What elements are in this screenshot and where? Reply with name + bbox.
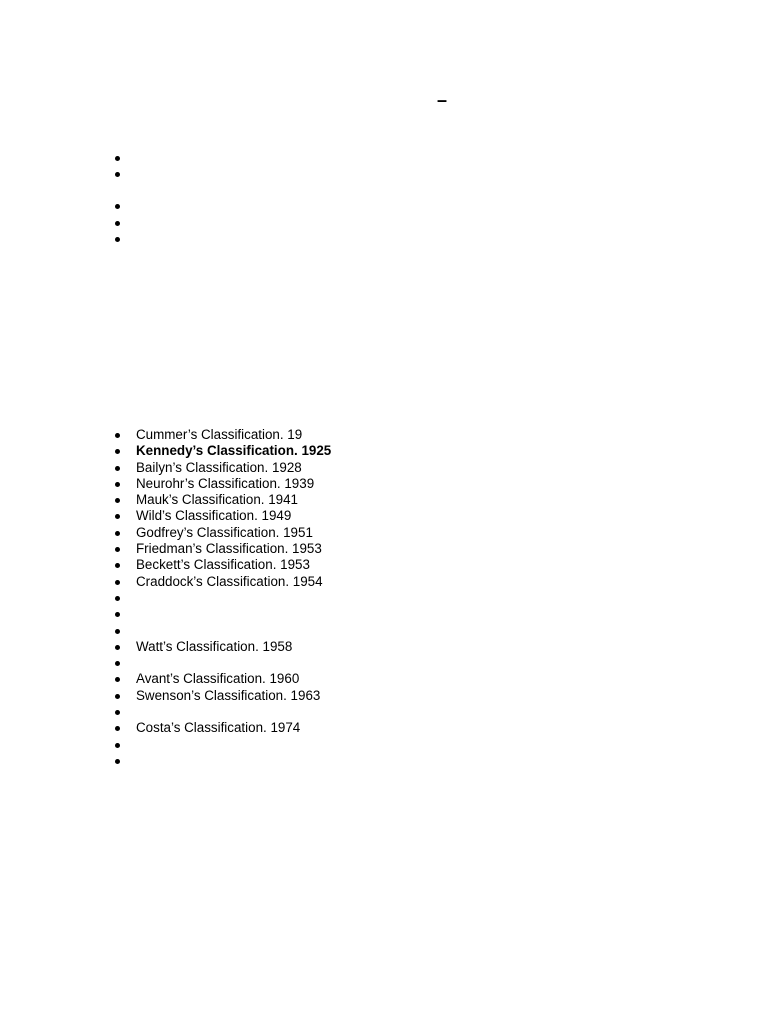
list-bullet (115, 726, 120, 731)
list-item-text: Watt’s Classification. 1958 (136, 638, 293, 654)
list-bullet (115, 482, 120, 487)
list-bullet (115, 661, 120, 666)
list-item (0, 492, 768, 508)
list-item (0, 427, 768, 443)
list-item-text: Avant’s Classification. 1960 (136, 671, 300, 687)
list-bullet (115, 677, 120, 682)
list-bullet (115, 759, 120, 764)
list-item (0, 557, 768, 573)
list-bullet (115, 612, 120, 617)
list-item (0, 720, 768, 736)
list-item-text: Godfrey’s Classification. 1951 (136, 524, 313, 540)
list-item (0, 639, 768, 655)
list-bullet (115, 596, 120, 601)
list-item (0, 688, 768, 704)
list-bullet (115, 156, 120, 161)
list-item-text: Cummer’s Classification. 19 (136, 427, 303, 442)
list-bullet (115, 629, 120, 634)
list-bullet (115, 172, 120, 177)
list-item-text: Craddock’s Classification. 1954 (136, 573, 323, 589)
list-item (0, 443, 768, 459)
list-item (0, 590, 768, 606)
list-item-text: Friedman’s Classification. 1953 (136, 541, 322, 557)
list-item-text: Neurohr’s Classification. 1939 (136, 475, 315, 491)
list-bullet (115, 547, 120, 552)
list-item-text: Kennedy’s Classification. 1925 (136, 443, 332, 459)
list-item (0, 655, 768, 671)
list-item (0, 704, 768, 720)
list-item-text: Beckett’s Classification. 1953 (136, 557, 310, 573)
list-item (0, 606, 768, 622)
list-item (0, 753, 768, 769)
list-bullet (115, 563, 120, 568)
list-item (0, 525, 768, 541)
list-bullet (115, 743, 120, 748)
list-item-text: Bailyn’s Classification. 1928 (136, 459, 302, 475)
list-bullet (115, 514, 120, 519)
list-item (0, 476, 768, 492)
list-bullet (115, 449, 120, 454)
list-bullet (115, 498, 120, 503)
list-item (0, 541, 768, 557)
list-bullet (115, 221, 120, 226)
list-item-text: Mauk’s Classification. 1941 (136, 492, 299, 508)
list-item (0, 460, 768, 476)
list-item-text: Costa’s Classification. 1974 (136, 720, 301, 736)
list-bullet (115, 694, 120, 699)
list-item (0, 574, 768, 590)
list-item (0, 623, 768, 639)
list-item (0, 508, 768, 524)
list-bullet (115, 580, 120, 585)
list-item (0, 737, 768, 753)
list-bullet (115, 237, 120, 242)
classification-list (0, 427, 768, 769)
list-bullet (115, 433, 120, 438)
list-bullet (115, 466, 120, 471)
list-bullet (115, 710, 120, 715)
list-item (0, 671, 768, 687)
title-mark: – (437, 90, 448, 110)
list-bullet (115, 204, 120, 209)
list-bullet (115, 645, 120, 650)
list-item-text: Swenson’s Classification. 1963 (136, 687, 321, 703)
list-item-text: Wild’s Classification. 1949 (136, 508, 292, 524)
list-bullet (115, 531, 120, 536)
